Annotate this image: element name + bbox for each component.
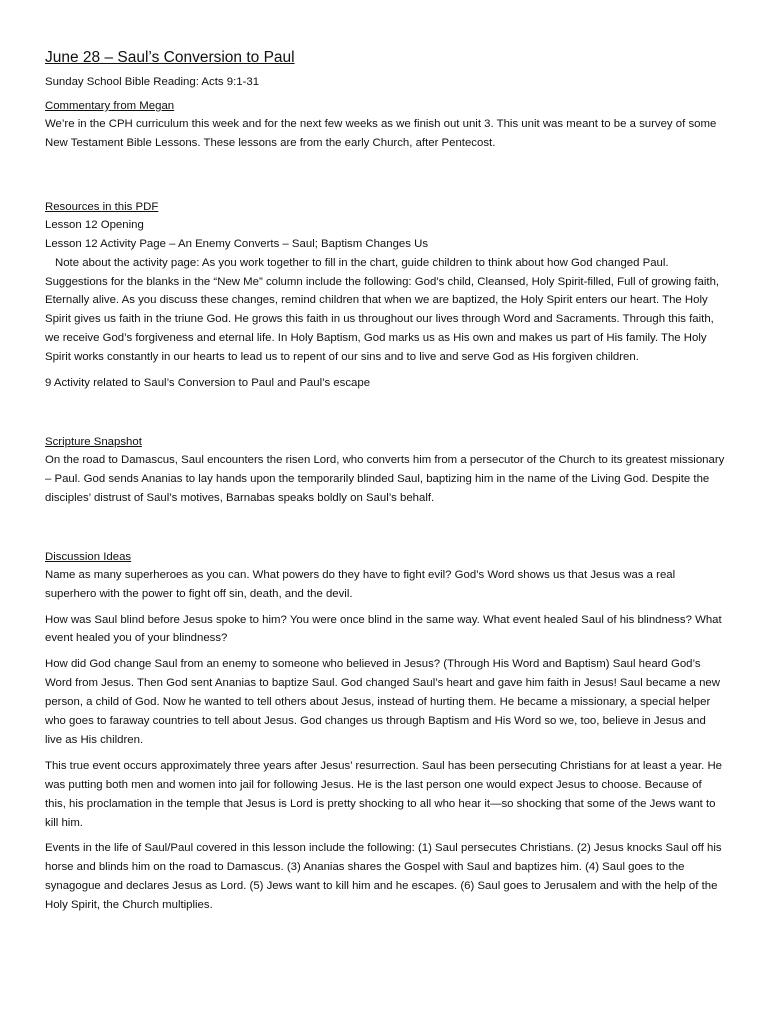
activity-page-note: Note about the activity page: As you work together to fill in the chart, guide children to think about how God changed Paul. Suggestions for the blanks in the “New Me” column include the following: God’s child, Cleansed, Holy Spirit-filled, Full of growing faith, Eternally alive. As you discuss these changes, remind children that when we are baptized, the Holy Spirit enters our heart. The Holy Spirit gives us faith in the triune God. He grows this faith in us throughout our lives through Word and Sacraments. Through this faith, we receive God’s forgiveness and eternal life. In Holy Baptism, God marks us as His own and makes us part of His family. The Holy Spirit works constantly in our hearts to lead us to repent of our sins and to live and serve God as His forgiven children. xyxy=(45,256,720,364)
commentary-text: We’re in the CPH curriculum this week and for the next few weeks as we finish out unit 3. This unit was meant to be a survey of some New Testament Bible Lessons. These lessons are from the early Church, after Pentecost. xyxy=(45,118,717,149)
bible-reading: Sunday School Bible Reading: Acts 9:1-31 xyxy=(45,76,260,88)
discussion-paragraph: Events in the life of Saul/Paul covered in this lesson include the following: (1) Saul persecutes Christians. (2) Jesus knocks Saul off his horse and blinds him on the road to Damascus. (3) Ananias shares the Gospel with Saul and baptizes him. (4) Saul goes to the synagogue and declares Jesus as Lord. (5) Jews want to kill him and he escapes. (6) Saul goes to Jerusalem and with the help of the Holy Spirit, the Church multiplies. xyxy=(45,842,722,912)
discussion-paragraph: This true event occurs approximately three years after Jesus’ resurrection. Saul has been persecuting Christians for at least a year. He was putting both men and women into jail for following Jesus. He is the last person one would expect Jesus to choose. Because of this, his proclamation in the temple that Jesus is Lord is pretty shocking to all who hear it—so shocking that some of the Jews want to kill him. xyxy=(45,759,723,829)
discussion-paragraph: Name as many superheroes as you can. What powers do they have to fight evil? God’s Word shows us that Jesus was a real superhero with the power to fight off sin, death, and the devil. xyxy=(45,568,676,600)
page-title: June 28 – Saul’s Conversion to Paul xyxy=(45,49,295,66)
discussion-paragraph: How was Saul blind before Jesus spoke to him? You were once blind in the same way. What event healed Saul of his blindness? What event healed you of your blindness? xyxy=(45,613,722,645)
resource-item-opening: Lesson 12 Opening xyxy=(45,218,144,231)
document-page xyxy=(45,48,725,922)
discussion-heading: Discussion Ideas xyxy=(45,550,132,563)
resource-item-activity-page: Lesson 12 Activity Page – An Enemy Converts – Saul; Baptism Changes Us xyxy=(45,237,429,250)
commentary-heading: Commentary from Megan xyxy=(45,100,175,112)
resource-item-activity: 9 Activity related to Saul’s Conversion to Paul and Paul’s escape xyxy=(45,377,371,390)
resources-heading: Resources in this PDF xyxy=(45,200,159,213)
scripture-text: On the road to Damascus, Saul encounters the risen Lord, who converts him from a persecutor of the Church to its greatest missionary – Paul. God sends Ananias to lay hands upon the temporarily blinded Saul, baptizing him in the name of the Living God. Despite the disciples’ distrust of Saul’s motives, Barnabas speaks boldly on Saul’s behalf. xyxy=(45,453,725,504)
scripture-heading: Scripture Snapshot xyxy=(45,435,142,448)
discussion-paragraph: How did God change Saul from an enemy to someone who believed in Jesus? (Through His Word and Baptism) Saul heard God’s Word from Jesus. Then God sent Ananias to baptize Saul. God changed Saul’s heart and gave him faith in Jesus! Saul became a new person, a child of God. Now he wanted to tell others about Jesus, instead of hurting them. He became a missionary, a special helper who goes to faraway countries to tell about Jesus. God changes us through Baptism and His Word so we, too, believe in Jesus and live as His children. xyxy=(45,658,720,746)
